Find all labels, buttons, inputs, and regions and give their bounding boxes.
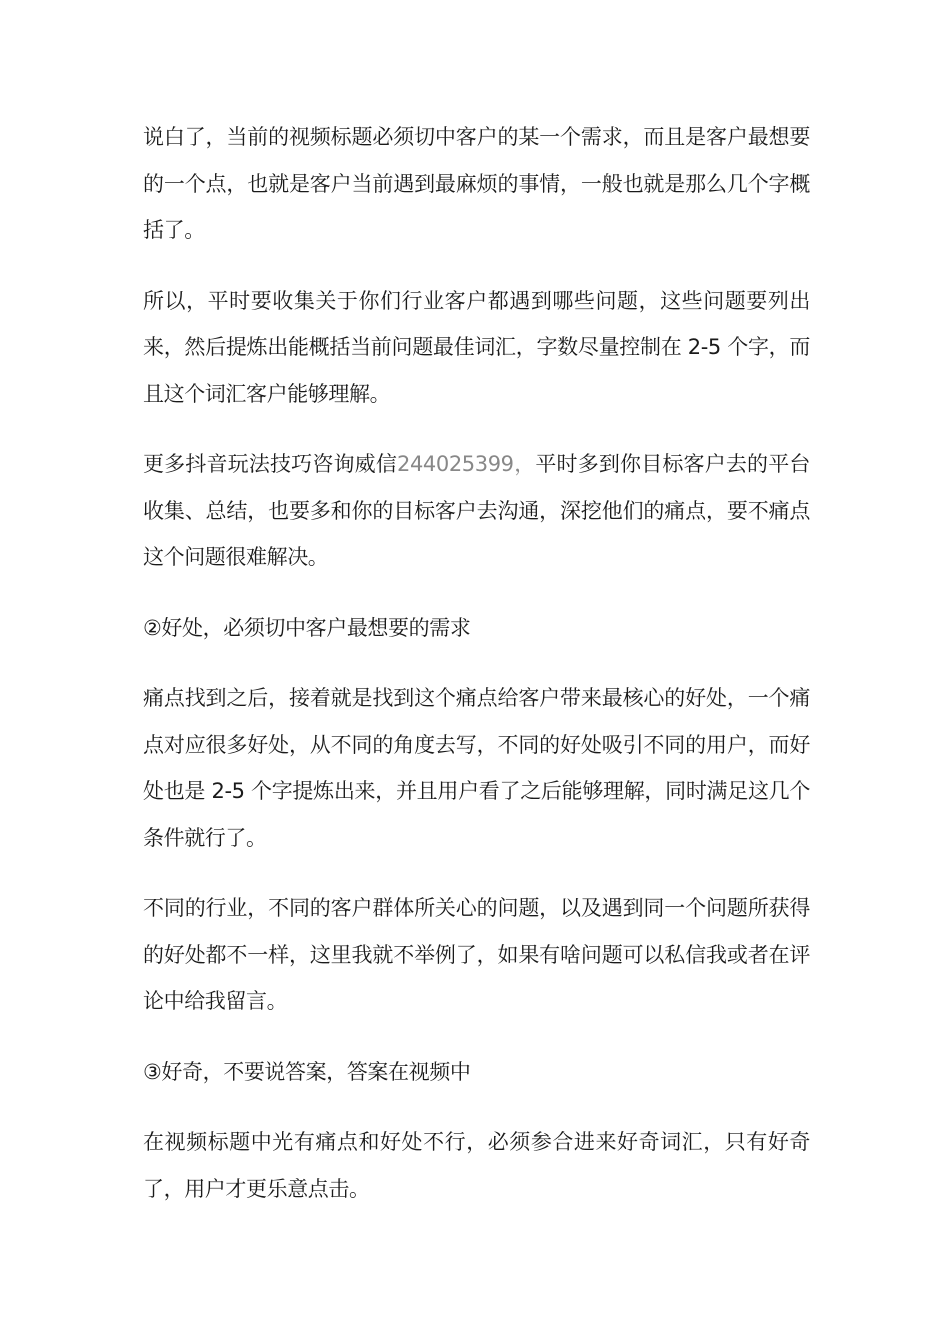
wechat-number: 244025399， (397, 452, 536, 476)
paragraph-curiosity: 在视频标题中光有痛点和好处不行，必须参合进来好奇词汇，只有好奇了，用户才更乐意点击。 (143, 1130, 810, 1201)
paragraph-need: 说白了，当前的视频标题必须切中客户的某一个需求，而且是客户最想要的一个点，也就是客户当前遇到最麻烦的事情，一般也就是那么几个字概括了。 (143, 125, 810, 242)
section-heading-curiosity: ③好奇，不要说答案，答案在视频中 (143, 1059, 471, 1084)
paragraph-collect-problems: 所以，平时要收集关于你们行业客户都遇到哪些问题，这些问题要列出来，然后提炼出能概括当前问题最佳词汇，字数尽量控制在 2-5 个字，而且这个词汇客户能够理解。 (143, 288, 810, 406)
document-body (143, 114, 810, 1236)
paragraph-benefit: 痛点找到之后，接着就是找到这个痛点给客户带来最核心的好处，一个痛点对应很多好处，从不同的角度去写，不同的好处吸引不同的用户，而好处也是 2-5 个字提炼出来，并且用户看了之后能够理解，同时满足这几个条件就行了。 (143, 686, 810, 850)
contact-prefix: 更多抖音玩法技巧咨询威信 (143, 452, 397, 476)
paragraph-contact (143, 441, 810, 581)
contact-suffix: 平时多到你目标客户去的平台收集、总结，也要多和你的目标客户去沟通，深挖他们的痛点，要不痛点这个问题很难解决。 (143, 452, 810, 569)
paragraph-industry: 不同的行业，不同的客户群体所关心的问题，以及遇到同一个问题所获得的好处都不一样，这里我就不举例了，如果有啥问题可以私信我或者在评论中给我留言。 (143, 896, 810, 1013)
section-heading-benefit: ②好处，必须切中客户最想要的需求 (143, 615, 471, 640)
